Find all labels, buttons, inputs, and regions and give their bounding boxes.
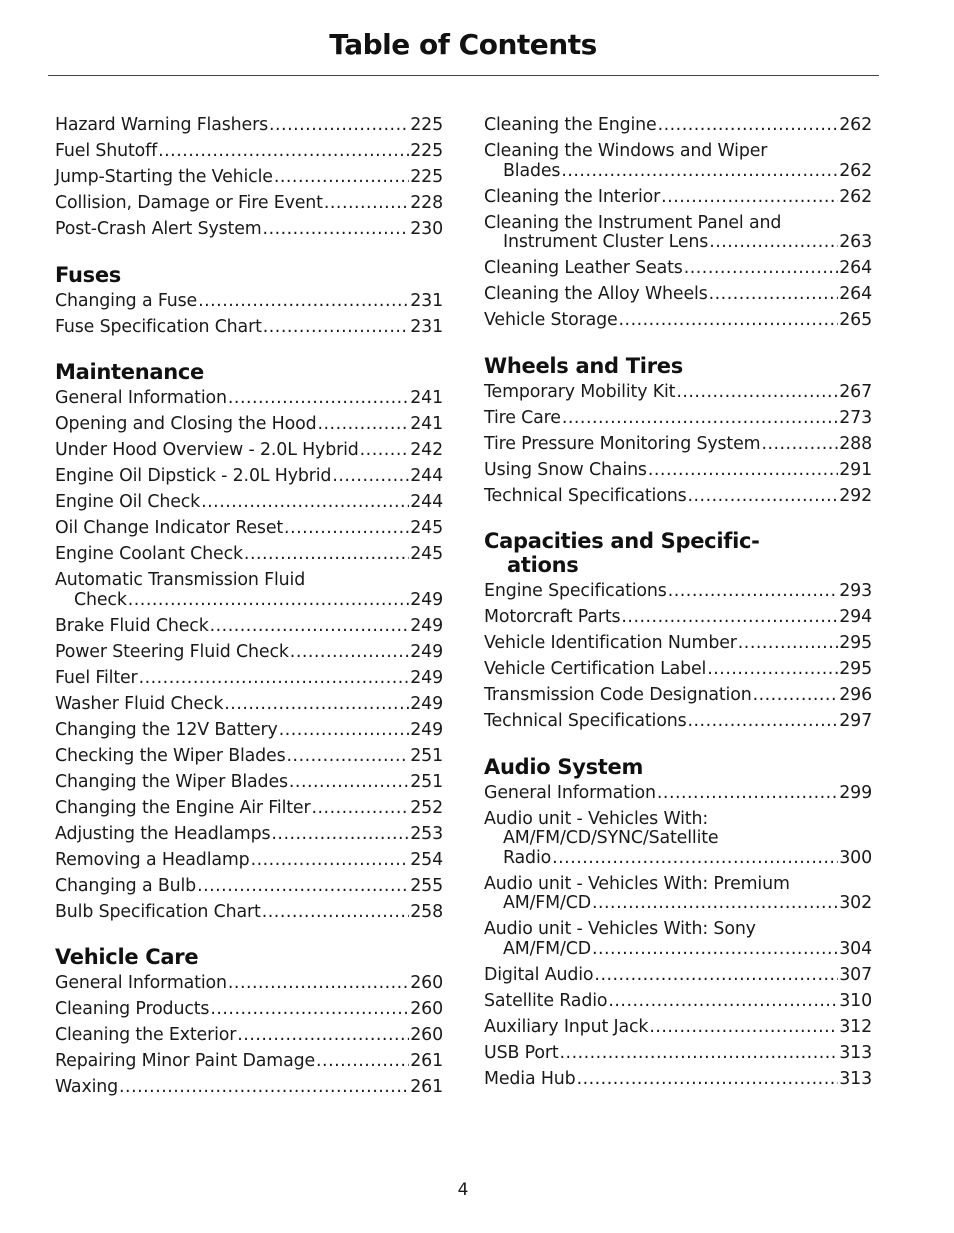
toc-entry[interactable] bbox=[55, 1052, 443, 1072]
toc-entry[interactable] bbox=[55, 142, 443, 162]
toc-entry[interactable] bbox=[55, 292, 443, 312]
toc-entry-title-line: Cleaning the Windows and Wiper bbox=[484, 141, 768, 161]
toc-section-maintenance bbox=[55, 360, 443, 922]
toc-entry-page-number: 304 bbox=[839, 938, 872, 959]
dot-leader bbox=[289, 773, 409, 793]
toc-section-capacities bbox=[484, 529, 872, 732]
toc-entry[interactable] bbox=[484, 461, 872, 481]
section-heading-capacities bbox=[484, 529, 872, 577]
dot-leader bbox=[324, 194, 409, 214]
toc-entry-page-number: 225 bbox=[410, 141, 443, 161]
dot-leader bbox=[707, 660, 838, 680]
toc-entry-title: Instrument Cluster Lens bbox=[503, 232, 709, 252]
toc-entry-page-number: 261 bbox=[410, 1077, 443, 1097]
toc-entry[interactable] bbox=[55, 389, 443, 409]
toc-entry-title: AM/FM/CD bbox=[503, 893, 591, 913]
toc-entry-page-number: 231 bbox=[410, 290, 443, 311]
dot-leader bbox=[284, 519, 409, 539]
dot-leader bbox=[661, 188, 838, 208]
section-heading-vehicle-care: Vehicle Care bbox=[55, 945, 199, 969]
dot-leader bbox=[709, 233, 838, 253]
toc-entry-title: Transmission Code Designation bbox=[484, 685, 752, 705]
toc-entry-page-number: 267 bbox=[839, 381, 872, 402]
dot-leader bbox=[676, 383, 838, 403]
toc-entry[interactable] bbox=[55, 415, 443, 435]
dot-leader bbox=[224, 695, 409, 715]
toc-entry-page-number: 295 bbox=[839, 659, 872, 679]
toc-entry-title: USB Port bbox=[484, 1042, 559, 1063]
toc-entry-page-number: 249 bbox=[410, 589, 443, 610]
toc-entry-title: Satellite Radio bbox=[484, 990, 608, 1011]
toc-entry-page-number: 249 bbox=[410, 693, 443, 714]
toc-entry-title: Checking the Wiper Blades bbox=[55, 745, 286, 766]
toc-entry-title: Tire Pressure Monitoring System bbox=[484, 433, 761, 454]
toc-entry[interactable] bbox=[484, 435, 872, 455]
dot-leader bbox=[738, 634, 838, 654]
toc-entry-page-number: 297 bbox=[839, 711, 872, 731]
section-heading-maintenance: Maintenance bbox=[55, 360, 204, 384]
dot-leader bbox=[279, 721, 410, 741]
toc-section-cleaning bbox=[484, 116, 872, 331]
dot-leader bbox=[552, 849, 838, 869]
toc-entry-title: AM/FM/CD bbox=[503, 938, 591, 959]
toc-entry-title: Washer Fluid Check bbox=[55, 693, 224, 714]
left-column bbox=[55, 116, 443, 1121]
dot-leader bbox=[577, 1070, 839, 1090]
toc-entry[interactable] bbox=[55, 825, 443, 845]
toc-entry-title: Cleaning the Engine bbox=[484, 115, 657, 135]
toc-entry-page-number: 241 bbox=[410, 388, 443, 408]
toc-entry-title: Under Hood Overview - 2.0L Hybrid bbox=[55, 440, 359, 460]
dot-leader bbox=[332, 467, 409, 487]
dot-leader bbox=[753, 686, 839, 706]
toc-entry-page-number: 295 bbox=[839, 633, 872, 653]
dot-leader bbox=[271, 825, 409, 845]
toc-entry[interactable] bbox=[484, 1070, 872, 1090]
toc-entry-page-number: 249 bbox=[410, 667, 443, 688]
toc-entry-title: Temporary Mobility Kit bbox=[484, 381, 676, 402]
toc-entry[interactable] bbox=[55, 799, 443, 819]
toc-entry[interactable] bbox=[55, 493, 443, 513]
toc-entry-page-number: 251 bbox=[410, 745, 443, 766]
dot-leader bbox=[201, 493, 409, 513]
toc-entry[interactable] bbox=[484, 142, 872, 181]
toc-entry-title: Engine Oil Dipstick - 2.0L Hybrid bbox=[55, 466, 332, 486]
toc-entry-title: Auxiliary Input Jack bbox=[484, 1016, 649, 1037]
dot-leader bbox=[608, 992, 838, 1012]
dot-leader bbox=[688, 712, 839, 732]
toc-entry-page-number: 292 bbox=[839, 485, 872, 506]
toc-entry-title: Changing a Bulb bbox=[55, 875, 197, 896]
dot-leader bbox=[139, 669, 410, 689]
toc-entry-page-number: 260 bbox=[410, 1025, 443, 1045]
toc-entry[interactable] bbox=[55, 617, 443, 637]
page-number: 4 bbox=[457, 1180, 469, 1200]
toc-entry-title: Repairing Minor Paint Damage bbox=[55, 1051, 316, 1071]
toc-entry[interactable] bbox=[55, 643, 443, 663]
dot-leader bbox=[290, 643, 409, 663]
toc-entry-page-number: 231 bbox=[410, 316, 443, 337]
toc-entry-page-number: 249 bbox=[410, 641, 443, 662]
toc-entry-page-number: 291 bbox=[839, 459, 872, 480]
dot-leader bbox=[709, 285, 839, 305]
dot-leader bbox=[684, 259, 839, 279]
toc-entry[interactable] bbox=[55, 519, 443, 539]
toc-entry-page-number: 296 bbox=[839, 685, 872, 705]
page-title: Table of Contents bbox=[329, 28, 597, 61]
dot-leader bbox=[263, 220, 410, 240]
toc-entry-title: Engine Coolant Check bbox=[55, 544, 243, 564]
toc-entry[interactable] bbox=[55, 1000, 443, 1020]
toc-entry[interactable] bbox=[484, 582, 872, 602]
toc-entry-title: Collision, Damage or Fire Event bbox=[55, 193, 323, 213]
toc-entry-page-number: 263 bbox=[839, 232, 872, 252]
toc-entry-page-number: 302 bbox=[839, 893, 872, 913]
toc-entry[interactable] bbox=[484, 1044, 872, 1064]
dot-leader bbox=[761, 435, 838, 455]
dot-leader bbox=[228, 389, 409, 409]
dot-leader bbox=[621, 608, 838, 628]
dot-leader bbox=[244, 545, 409, 565]
toc-entry-page-number: 253 bbox=[410, 823, 443, 844]
dot-leader bbox=[648, 461, 838, 481]
toc-entry-title: Opening and Closing the Hood bbox=[55, 414, 317, 434]
toc-section-emergency bbox=[55, 116, 443, 240]
dot-leader bbox=[210, 1000, 409, 1020]
toc-entry[interactable] bbox=[55, 747, 443, 767]
toc-entry[interactable] bbox=[484, 784, 872, 804]
toc-entry-page-number: 293 bbox=[839, 581, 872, 601]
toc-entry[interactable] bbox=[484, 875, 872, 914]
toc-entry[interactable] bbox=[484, 712, 872, 732]
dot-leader bbox=[360, 441, 410, 461]
dot-leader bbox=[269, 116, 409, 136]
toc-entry-page-number: 300 bbox=[839, 847, 872, 868]
toc-entry-page-number: 255 bbox=[410, 875, 443, 896]
toc-entry-title: Technical Specifications bbox=[484, 711, 687, 731]
toc-entry-title: General Information bbox=[484, 782, 656, 803]
dot-leader bbox=[658, 116, 839, 136]
section-heading-capacities-line1: Capacities and Specific- bbox=[484, 529, 760, 553]
toc-entry-title: Motorcraft Parts bbox=[484, 607, 621, 627]
toc-entry-title: Post-Crash Alert System bbox=[55, 219, 262, 239]
dot-leader bbox=[274, 168, 409, 188]
toc-entry[interactable] bbox=[484, 311, 872, 331]
dot-leader bbox=[197, 877, 409, 897]
toc-entry[interactable] bbox=[55, 194, 443, 214]
toc-entry-title: Cleaning Products bbox=[55, 999, 210, 1019]
toc-entry[interactable] bbox=[55, 441, 443, 461]
toc-entry-title: Jump-Starting the Vehicle bbox=[55, 167, 273, 187]
toc-entry-page-number: 228 bbox=[410, 193, 443, 213]
dot-leader bbox=[619, 311, 839, 331]
toc-entry[interactable] bbox=[55, 721, 443, 741]
toc-entry-page-number: 225 bbox=[410, 167, 443, 187]
toc-entry-title: Media Hub bbox=[484, 1068, 576, 1089]
toc-entry-page-number: 254 bbox=[410, 849, 443, 870]
toc-entry-title: General Information bbox=[55, 388, 227, 408]
dot-leader bbox=[316, 1052, 409, 1072]
dot-leader bbox=[317, 415, 409, 435]
dot-leader bbox=[119, 1078, 409, 1098]
toc-entry[interactable] bbox=[484, 409, 872, 429]
toc-entry-page-number: 313 bbox=[839, 1068, 872, 1089]
toc-entry-title-line: Audio unit - Vehicles With: Premium bbox=[484, 873, 790, 894]
toc-entry[interactable] bbox=[55, 1026, 443, 1046]
dot-leader bbox=[561, 162, 838, 182]
toc-entry-page-number: 260 bbox=[410, 999, 443, 1019]
toc-entry[interactable] bbox=[484, 686, 872, 706]
dot-leader bbox=[688, 487, 839, 507]
section-heading-fuses: Fuses bbox=[55, 262, 121, 287]
toc-entry-title: Cleaning the Alloy Wheels bbox=[484, 284, 708, 304]
toc-entry-page-number: 225 bbox=[410, 115, 443, 135]
section-heading-audio: Audio System bbox=[484, 754, 644, 779]
toc-entry-page-number: 310 bbox=[839, 990, 872, 1011]
toc-entry[interactable] bbox=[484, 188, 872, 208]
dot-leader bbox=[237, 1026, 409, 1046]
section-heading-capacities-line2: ations bbox=[507, 553, 579, 577]
toc-entry-title: Bulb Specification Chart bbox=[55, 901, 261, 922]
toc-entry[interactable] bbox=[55, 1078, 443, 1098]
toc-entry-title: Digital Audio bbox=[484, 964, 594, 985]
toc-entry-title: Adjusting the Headlamps bbox=[55, 823, 271, 844]
toc-entry[interactable] bbox=[484, 608, 872, 628]
toc-entry-title: Vehicle Storage bbox=[484, 310, 618, 330]
toc-entry-page-number: 264 bbox=[839, 258, 872, 278]
toc-entry[interactable] bbox=[55, 669, 443, 689]
toc-entry-title: Cleaning the Interior bbox=[484, 186, 661, 207]
dot-leader bbox=[210, 617, 410, 637]
toc-entry-title-line: Audio unit - Vehicles With: Sony bbox=[484, 919, 756, 939]
toc-entry-title: Fuse Specification Chart bbox=[55, 316, 262, 337]
dot-leader bbox=[287, 747, 410, 767]
section-heading-wheels-tires: Wheels and Tires bbox=[484, 353, 683, 378]
toc-entry[interactable] bbox=[55, 168, 443, 188]
dot-leader bbox=[657, 784, 838, 804]
dot-leader bbox=[649, 1018, 838, 1038]
toc-entry[interactable] bbox=[55, 545, 443, 565]
toc-entry-page-number: 261 bbox=[410, 1051, 443, 1071]
toc-entry-title: Changing the 12V Battery bbox=[55, 719, 278, 740]
toc-entry-page-number: 258 bbox=[410, 901, 443, 922]
toc-entry-title: General Information bbox=[55, 973, 227, 993]
toc-entry[interactable] bbox=[484, 214, 872, 253]
toc-entry-title: Fuel Filter bbox=[55, 667, 138, 688]
toc-entry-page-number: 262 bbox=[839, 160, 872, 181]
toc-entry-title: Radio bbox=[503, 847, 552, 868]
toc-entry-title-line: Audio unit - Vehicles With: bbox=[484, 808, 709, 829]
dot-leader bbox=[594, 966, 838, 986]
dot-leader bbox=[128, 591, 410, 611]
toc-entry-title: Power Steering Fluid Check bbox=[55, 641, 289, 662]
toc-entry-title: Oil Change Indicator Reset bbox=[55, 518, 284, 538]
toc-entry-title: Changing a Fuse bbox=[55, 290, 198, 311]
dot-leader bbox=[228, 974, 409, 994]
toc-entry-title: Using Snow Chains bbox=[484, 459, 647, 480]
toc-entry-page-number: 313 bbox=[839, 1042, 872, 1063]
toc-section-audio bbox=[484, 755, 872, 1090]
toc-entry-title: Engine Oil Check bbox=[55, 492, 201, 512]
dot-leader bbox=[311, 799, 409, 819]
dot-leader bbox=[562, 409, 838, 429]
toc-entry[interactable] bbox=[484, 383, 872, 403]
toc-entry[interactable] bbox=[55, 877, 443, 897]
toc-entry[interactable] bbox=[484, 920, 872, 959]
toc-entry-page-number: 241 bbox=[410, 414, 443, 434]
toc-entry-page-number: 244 bbox=[410, 466, 443, 486]
toc-entry-page-number: 299 bbox=[839, 782, 872, 803]
toc-entry-page-number: 312 bbox=[839, 1016, 872, 1037]
toc-section-wheels-tires bbox=[484, 354, 872, 507]
toc-entry[interactable] bbox=[55, 571, 443, 610]
toc-entry[interactable] bbox=[484, 992, 872, 1012]
toc-entry[interactable] bbox=[484, 116, 872, 136]
toc-entry-page-number: 252 bbox=[410, 797, 443, 818]
toc-entry[interactable] bbox=[484, 285, 872, 305]
toc-entry-page-number: 245 bbox=[410, 518, 443, 538]
toc-entry[interactable] bbox=[484, 966, 872, 986]
title-divider bbox=[48, 75, 879, 76]
toc-entry-title: Cleaning Leather Seats bbox=[484, 258, 683, 278]
toc-entry-page-number: 251 bbox=[410, 771, 443, 792]
dot-leader bbox=[560, 1044, 839, 1064]
dot-leader bbox=[592, 894, 838, 914]
toc-entry[interactable] bbox=[55, 467, 443, 487]
toc-entry-title: Fuel Shutoff bbox=[55, 141, 158, 161]
dot-leader bbox=[198, 292, 409, 312]
toc-entry-page-number: 249 bbox=[410, 719, 443, 740]
toc-entry[interactable] bbox=[484, 259, 872, 279]
toc-entry-title: Hazard Warning Flashers bbox=[55, 115, 268, 135]
toc-entry-title-line: Cleaning the Instrument Panel and bbox=[484, 212, 782, 233]
toc-entry-title: Waxing bbox=[55, 1077, 119, 1097]
toc-entry-page-number: 265 bbox=[839, 310, 872, 330]
dot-leader bbox=[251, 851, 410, 871]
toc-entry-page-number: 307 bbox=[839, 964, 872, 985]
toc-entry-title: Blades bbox=[503, 160, 561, 181]
toc-entry-page-number: 230 bbox=[410, 219, 443, 239]
toc-entry-title: Brake Fluid Check bbox=[55, 615, 209, 636]
dot-leader bbox=[262, 903, 410, 923]
toc-entry-page-number: 262 bbox=[839, 115, 872, 135]
toc-entry-page-number: 262 bbox=[839, 186, 872, 207]
dot-leader bbox=[158, 142, 409, 162]
toc-entry-page-number: 245 bbox=[410, 544, 443, 564]
toc-entry-page-number: 273 bbox=[839, 407, 872, 428]
toc-entry[interactable] bbox=[55, 116, 443, 136]
toc-entry-title: Tire Care bbox=[484, 407, 561, 428]
toc-entry-title: Vehicle Certification Label bbox=[484, 659, 707, 679]
toc-section-vehicle-care bbox=[55, 945, 443, 1098]
toc-entry[interactable] bbox=[484, 634, 872, 654]
toc-entry[interactable] bbox=[55, 974, 443, 994]
toc-entry[interactable] bbox=[55, 903, 443, 923]
toc-entry-title: Vehicle Identification Number bbox=[484, 633, 737, 653]
toc-entry-title: Changing the Engine Air Filter bbox=[55, 797, 311, 818]
toc-entry[interactable] bbox=[55, 318, 443, 338]
toc-entry[interactable] bbox=[484, 660, 872, 680]
toc-entry-page-number: 288 bbox=[839, 433, 872, 454]
toc-entry[interactable] bbox=[55, 851, 443, 871]
toc-entry-title-line: AM/FM/CD/SYNC/Satellite bbox=[503, 828, 719, 848]
dot-leader bbox=[592, 940, 838, 960]
right-column bbox=[484, 116, 872, 1112]
toc-entry[interactable] bbox=[484, 810, 872, 869]
toc-entry-title: Changing the Wiper Blades bbox=[55, 771, 288, 792]
toc-entry-title: Technical Specifications bbox=[484, 485, 687, 506]
toc-entry[interactable] bbox=[484, 487, 872, 507]
toc-entry[interactable] bbox=[55, 220, 443, 240]
toc-entry-title: Cleaning the Exterior bbox=[55, 1025, 237, 1045]
dot-leader bbox=[263, 318, 410, 338]
toc-entry-title: Removing a Headlamp bbox=[55, 849, 250, 870]
toc-entry-page-number: 249 bbox=[410, 615, 443, 636]
toc-entry[interactable] bbox=[484, 1018, 872, 1038]
toc-entry-page-number: 294 bbox=[839, 607, 872, 627]
toc-entry-page-number: 264 bbox=[839, 284, 872, 304]
toc-entry-page-number: 244 bbox=[410, 492, 443, 512]
toc-entry[interactable] bbox=[55, 695, 443, 715]
dot-leader bbox=[668, 582, 839, 602]
toc-entry-page-number: 242 bbox=[410, 440, 443, 460]
toc-section-fuses bbox=[55, 263, 443, 338]
toc-entry-title-line: Automatic Transmission Fluid bbox=[55, 570, 306, 590]
toc-entry-page-number: 260 bbox=[410, 973, 443, 993]
toc-entry-title: Check bbox=[74, 589, 127, 610]
toc-entry-title: Engine Specifications bbox=[484, 581, 667, 601]
toc-entry[interactable] bbox=[55, 773, 443, 793]
